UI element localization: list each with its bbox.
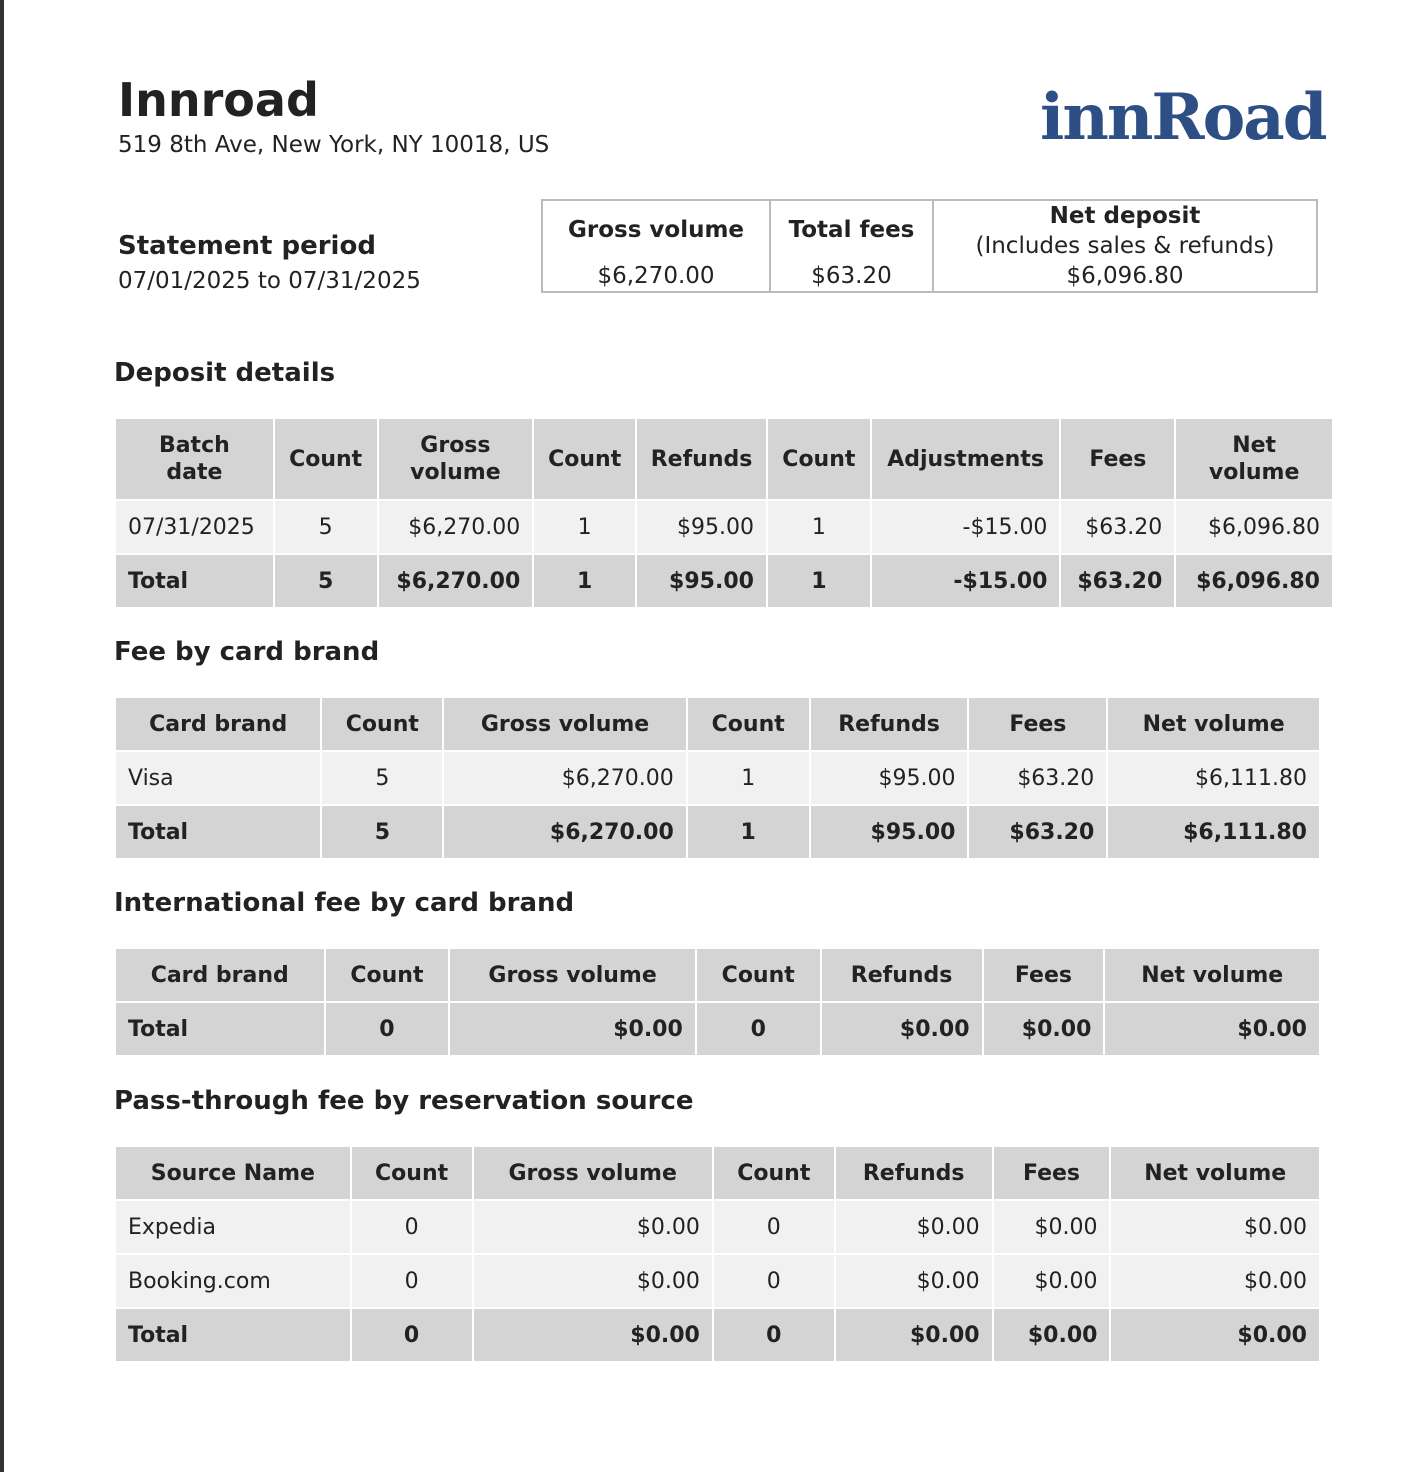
cell-count: 0 — [351, 1254, 473, 1308]
col-card-brand: Card brand — [115, 697, 321, 751]
table-total-row — [115, 554, 1333, 608]
cell-net-volume: $6,096.80 — [1175, 500, 1333, 554]
cell-count: 0 — [713, 1308, 835, 1362]
summary-net-deposit-value: $6,096.80 — [1066, 263, 1184, 289]
cell-batch-date: 07/31/2025 — [115, 500, 274, 554]
international-fee-title: International fee by card brand — [114, 888, 575, 918]
cell-count: 0 — [696, 1002, 821, 1056]
cell-count: 5 — [274, 554, 378, 608]
cell-refunds: $0.00 — [835, 1200, 993, 1254]
deposit-header-row — [115, 418, 1333, 500]
col-refunds: Refunds — [835, 1146, 993, 1200]
cell-refunds: $95.00 — [636, 554, 767, 608]
col-gross-volume: Gross volume — [449, 948, 695, 1002]
cell-total-label: Total — [115, 1002, 325, 1056]
cell-refunds: $95.00 — [810, 751, 969, 805]
col-count: Count — [696, 948, 821, 1002]
col-count: Count — [351, 1146, 473, 1200]
col-gross-volume: Gross volume — [473, 1146, 713, 1200]
summary-total-fees — [770, 200, 933, 292]
table-row — [115, 751, 1320, 805]
col-net-volume: Net volume — [1107, 697, 1320, 751]
cell-fees: $0.00 — [983, 1002, 1105, 1056]
cell-adjustments: -$15.00 — [871, 554, 1061, 608]
fee-by-card-brand-table — [114, 696, 1321, 860]
table-total-row — [115, 1002, 1320, 1056]
cell-net-volume: $0.00 — [1104, 1002, 1320, 1056]
cell-total-label: Total — [115, 554, 274, 608]
cell-fees: $63.20 — [968, 805, 1107, 859]
fee-by-card-brand-title: Fee by card brand — [114, 637, 380, 667]
table-row — [115, 1200, 1320, 1254]
summary-total-fees-value: $63.20 — [811, 263, 892, 289]
statement-period-range: 07/01/2025 to 07/31/2025 — [118, 268, 421, 294]
cell-fees: $63.20 — [1060, 554, 1175, 608]
col-count: Count — [325, 948, 450, 1002]
cell-net-volume: $6,111.80 — [1107, 805, 1320, 859]
cell-gross-volume: $6,270.00 — [443, 751, 686, 805]
company-name: Innroad — [118, 73, 319, 127]
cell-gross-volume: $6,270.00 — [378, 554, 534, 608]
international-header-row — [115, 948, 1320, 1002]
cell-refunds: $95.00 — [636, 500, 767, 554]
cell-refunds: $0.00 — [835, 1254, 993, 1308]
summary-total-fees-label: Total fees — [788, 217, 915, 243]
col-adjustments: Adjustments — [871, 418, 1061, 500]
cell-fees: $0.00 — [993, 1254, 1111, 1308]
cell-count: 1 — [767, 554, 871, 608]
cell-fees: $63.20 — [1060, 500, 1175, 554]
col-net-volume: Net volume — [1175, 418, 1333, 500]
cell-count: 1 — [687, 805, 810, 859]
col-batch-date: Batch date — [115, 418, 274, 500]
innroad-logo: innRoad — [1040, 80, 1326, 155]
cell-net-volume: $6,096.80 — [1175, 554, 1333, 608]
cell-adjustments: -$15.00 — [871, 500, 1061, 554]
cell-count: 5 — [321, 751, 443, 805]
pass-through-fee-table — [114, 1145, 1321, 1363]
cell-count: 0 — [351, 1200, 473, 1254]
table-row — [115, 1254, 1320, 1308]
cell-net-volume: $0.00 — [1110, 1254, 1320, 1308]
col-refunds: Refunds — [810, 697, 969, 751]
cell-count: 1 — [533, 500, 636, 554]
col-count: Count — [274, 418, 378, 500]
summary-gross-volume-label: Gross volume — [567, 217, 745, 243]
col-fees: Fees — [968, 697, 1107, 751]
cell-total-label: Total — [115, 1308, 351, 1362]
col-card-brand: Card brand — [115, 948, 325, 1002]
cell-count: 5 — [274, 500, 378, 554]
cell-gross-volume: $6,270.00 — [378, 500, 534, 554]
cell-count: 1 — [687, 751, 810, 805]
col-fees: Fees — [1060, 418, 1175, 500]
summary-table — [541, 199, 1318, 293]
col-fees: Fees — [983, 948, 1105, 1002]
col-gross-volume: Gross volume — [378, 418, 534, 500]
col-count: Count — [321, 697, 443, 751]
cell-count: 0 — [351, 1308, 473, 1362]
summary-net-deposit — [933, 200, 1317, 292]
col-net-volume: Net volume — [1104, 948, 1320, 1002]
cell-count: 0 — [713, 1254, 835, 1308]
cell-fees: $0.00 — [993, 1308, 1111, 1362]
cell-source-name: Booking.com — [115, 1254, 351, 1308]
summary-net-deposit-label: Net deposit — [1049, 203, 1201, 229]
cell-net-volume: $6,111.80 — [1107, 751, 1320, 805]
cell-gross-volume: $6,270.00 — [443, 805, 686, 859]
summary-gross-volume-value: $6,270.00 — [597, 263, 715, 289]
col-count: Count — [533, 418, 636, 500]
pass-through-fee-title: Pass-through fee by reservation source — [114, 1086, 694, 1116]
col-count: Count — [767, 418, 871, 500]
col-count: Count — [687, 697, 810, 751]
cell-total-label: Total — [115, 805, 321, 859]
col-refunds: Refunds — [821, 948, 983, 1002]
col-fees: Fees — [993, 1146, 1111, 1200]
col-refunds: Refunds — [636, 418, 767, 500]
table-total-row — [115, 805, 1320, 859]
deposit-details-title: Deposit details — [114, 358, 336, 388]
cell-card-brand: Visa — [115, 751, 321, 805]
card-brand-header-row — [115, 697, 1320, 751]
cell-count: 1 — [533, 554, 636, 608]
cell-fees: $0.00 — [993, 1200, 1111, 1254]
summary-gross-volume — [542, 200, 770, 292]
cell-net-volume: $0.00 — [1110, 1308, 1320, 1362]
col-net-volume: Net volume — [1110, 1146, 1320, 1200]
cell-count: 5 — [321, 805, 443, 859]
cell-count: 1 — [767, 500, 871, 554]
col-count: Count — [713, 1146, 835, 1200]
col-gross-volume: Gross volume — [443, 697, 686, 751]
company-address: 519 8th Ave, New York, NY 10018, US — [118, 132, 550, 158]
cell-count: 0 — [325, 1002, 450, 1056]
deposit-details-table — [114, 417, 1334, 609]
cell-gross-volume: $0.00 — [473, 1254, 713, 1308]
table-row — [115, 500, 1333, 554]
pass-through-header-row — [115, 1146, 1320, 1200]
col-source-name: Source Name — [115, 1146, 351, 1200]
cell-source-name: Expedia — [115, 1200, 351, 1254]
cell-fees: $63.20 — [968, 751, 1107, 805]
cell-gross-volume: $0.00 — [473, 1308, 713, 1362]
table-total-row — [115, 1308, 1320, 1362]
cell-count: 0 — [713, 1200, 835, 1254]
cell-refunds: $0.00 — [835, 1308, 993, 1362]
cell-gross-volume: $0.00 — [449, 1002, 695, 1056]
international-fee-table — [114, 947, 1321, 1057]
cell-gross-volume: $0.00 — [473, 1200, 713, 1254]
cell-refunds: $95.00 — [810, 805, 969, 859]
cell-refunds: $0.00 — [821, 1002, 983, 1056]
cell-net-volume: $0.00 — [1110, 1200, 1320, 1254]
page-left-edge — [0, 0, 4, 1472]
summary-net-deposit-sub: (Includes sales & refunds) — [975, 233, 1275, 259]
statement-period-label: Statement period — [118, 231, 376, 261]
